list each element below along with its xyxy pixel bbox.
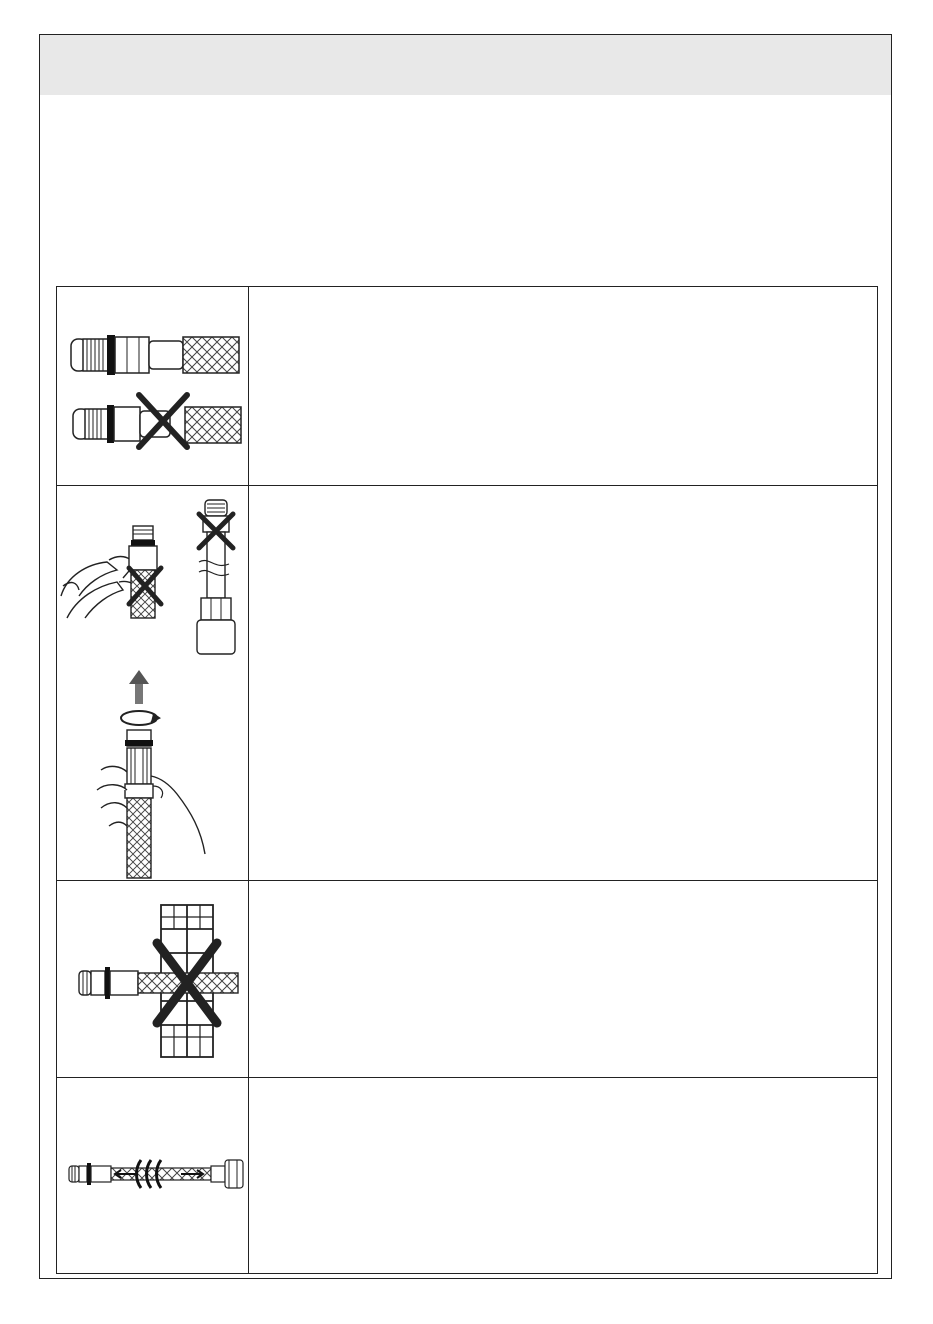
table-row [57,880,877,1077]
no-crossing-radiator-illustration [57,881,249,1077]
row-text [250,1078,877,1273]
hose-fitting-incorrect-icon [73,395,241,447]
no-pliers-hand-tighten-illustration [57,486,249,880]
header-band [40,35,891,95]
hose-twist-icon [69,1160,243,1188]
hand-holding-hose-icon [97,730,205,878]
rotate-icon [121,711,159,725]
intro-text [60,110,870,270]
hose-fitting-icon [79,967,238,999]
row-text [250,881,877,1077]
hose-fitting-icon [129,526,161,618]
instruction-table [56,286,878,1274]
row-text [250,287,877,485]
pliers-icon [61,557,139,618]
row-text [250,486,877,880]
table-row [57,1077,877,1273]
no-twisting-illustration [57,1078,249,1273]
hose-fitting-icon [197,500,235,654]
table-row [57,287,877,485]
fitting-correct-incorrect-illustration [57,287,249,485]
table-row [57,485,877,880]
arrow-up-icon [129,670,149,704]
hose-fitting-icon [71,335,239,375]
